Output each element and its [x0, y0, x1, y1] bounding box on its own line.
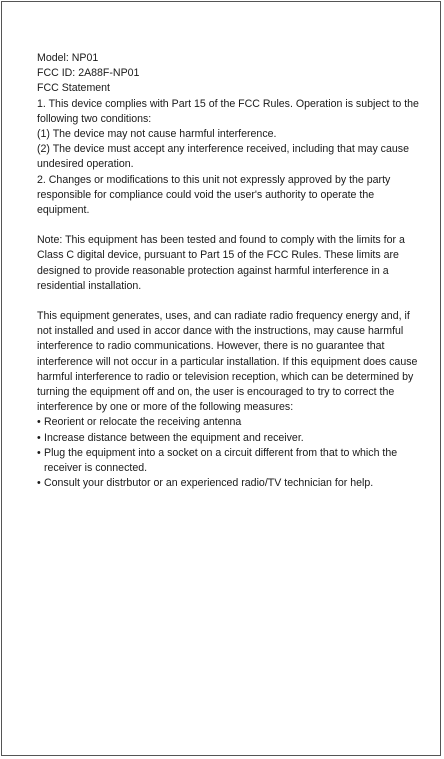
list-item-text: Consult your distrbutor or an experienced radio/TV technician for help.: [44, 477, 374, 490]
fcc-statement-title: FCC Statement: [37, 82, 111, 95]
fcc-id-line: FCC ID: 2A88F-NP01: [37, 67, 140, 80]
model-line: Model: NP01: [37, 52, 99, 64]
generates-paragraph: This equipment generates, uses, and can radiate radio frequency energy and, if not installed and used in accor dance with the instructions, may cause harmful interference to radio communications. However, there is no guarantee that interference will not occur in a particular installation. If this equipment does cause harmful interference to radio or television reception, which can be determined by turning the equipment off and on, the user is encouraged to try to correct the interference by one or more of the following measures:: [37, 310, 418, 414]
header-block: [37, 51, 423, 218]
list-item-text: Reorient or relocate the receiving antenna: [44, 416, 242, 429]
statement-item-1: 1. This device complies with Part 15 of the FCC Rules. Operation is subject to the following two conditions:: [37, 97, 419, 125]
list-item: [37, 476, 423, 491]
document-content: [37, 51, 423, 491]
list-item: [37, 446, 423, 476]
document-page: [1, 1, 441, 756]
statement-item-2: 2. Changes or modifications to this unit not expressly approved by the party responsible for compliance could void the user's authority to operate the equipment.: [37, 173, 391, 217]
bullet-icon: •: [37, 416, 41, 429]
note-paragraph: Note: This equipment has been tested and found to comply with the limits for a Class C digital device, pursuant to Part 15 of the FCC Rules. These limits are designed to provide reasonable protection against harmful interference in a residential installation.: [37, 234, 405, 292]
condition-1: (1) The device may not cause harmful interference.: [37, 128, 277, 141]
list-item-text: Plug the equipment into a socket on a circuit different from that to which the receiver is connected.: [44, 446, 398, 475]
list-item-text: Increase distance between the equipment and receiver.: [44, 431, 304, 444]
measures-block: [37, 309, 423, 491]
condition-2: (2) The device must accept any interference received, including that may cause undesired operation.: [37, 143, 409, 171]
bullet-icon: •: [37, 431, 41, 444]
list-item: [37, 415, 423, 430]
list-item: [37, 431, 423, 446]
bullet-icon: •: [37, 446, 41, 459]
measures-list: [37, 415, 423, 491]
bullet-icon: •: [37, 477, 41, 490]
